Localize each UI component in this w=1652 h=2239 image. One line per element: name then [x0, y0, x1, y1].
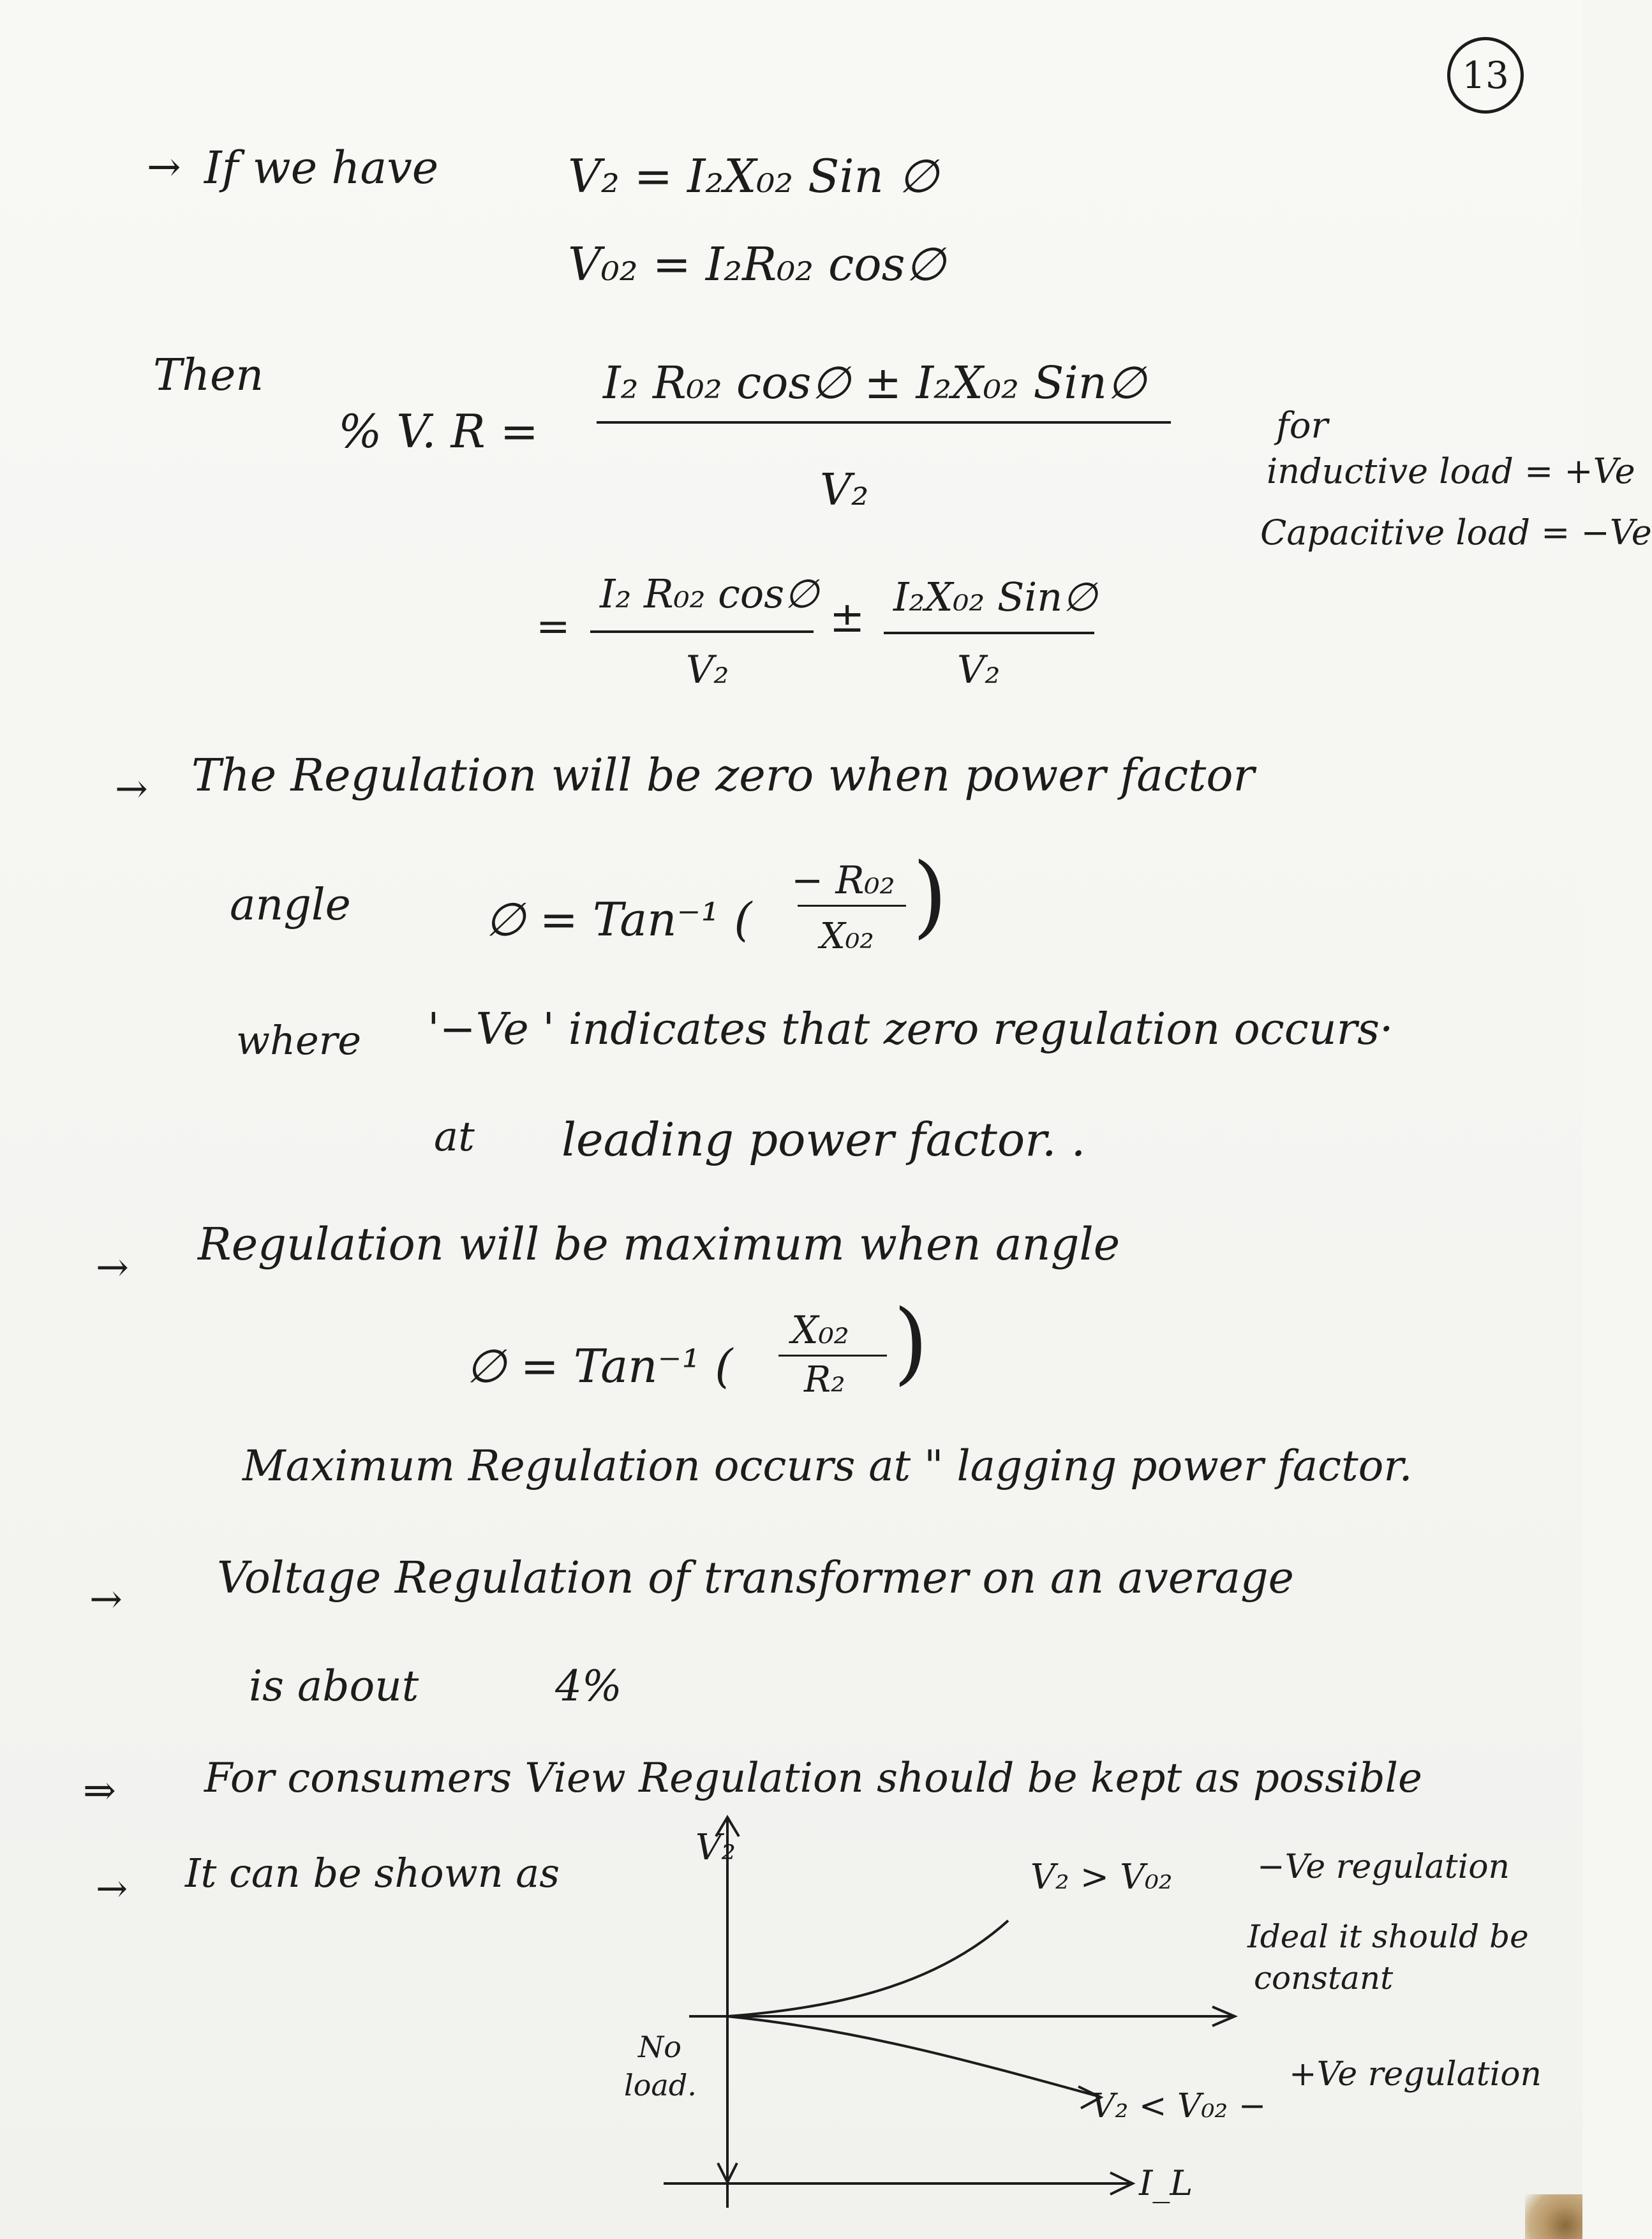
lower-curve-label: V₂ < V₀₂ − — [1091, 2087, 1267, 2125]
arrow-marker: → — [96, 1866, 128, 1911]
arrow-marker: → — [115, 765, 148, 812]
page-number: 13 — [1447, 37, 1524, 114]
vr-lhs: % V. R = — [338, 405, 539, 458]
vr-term2-line — [884, 632, 1094, 634]
consumer-view-text: For consumers View Regulation should be kept as possible — [204, 1755, 1422, 1802]
negative-regulation-note: −Ve regulation — [1257, 1848, 1510, 1886]
vr-term1-denominator: V₂ — [686, 648, 729, 692]
upper-regulation-curve — [727, 1921, 1008, 2016]
equation-v2: V₂ = I₂X₀₂ Sin ∅ — [568, 149, 939, 203]
vr-term2-numerator: I₂X₀₂ Sin∅ — [893, 574, 1098, 620]
no-load-label-line2: load. — [624, 2068, 697, 2102]
maximum-regulation-text: Regulation will be maximum when angle — [198, 1218, 1120, 1270]
zero-angle-close-paren: ) — [912, 844, 948, 948]
max-angle-fraction-line — [778, 1355, 887, 1357]
upper-curve-label: V₂ > V₀₂ — [1031, 1857, 1173, 1897]
at-word: at — [434, 1113, 475, 1161]
max-angle-numerator: X₀₂ — [791, 1308, 849, 1353]
note-capacitive: Capacitive load = −Ve — [1260, 512, 1652, 553]
lower-regulation-curve — [727, 2016, 1098, 2096]
max-angle-equation: ∅ = Tan⁻¹ ( — [466, 1339, 733, 1393]
intro-text: If we have — [204, 142, 439, 194]
max-angle-denominator: R₂ — [804, 1359, 845, 1401]
where-word: where — [236, 1017, 362, 1064]
positive-regulation-note: +Ve regulation — [1289, 2055, 1542, 2094]
is-about-text: is about — [249, 1662, 419, 1711]
four-percent-value: 4% — [555, 1662, 622, 1711]
page-corner-mark — [1525, 2194, 1582, 2239]
vr-plus-minus: ± — [830, 593, 865, 642]
note-for: for — [1276, 405, 1328, 447]
vr-equals: = — [536, 603, 570, 650]
ideal-note-line1: Ideal it should be — [1247, 1918, 1529, 1955]
graph-x-label: I_L — [1139, 2163, 1193, 2203]
graph-y-label: V₂ — [696, 1827, 736, 1868]
arrow-marker: → — [147, 144, 181, 191]
lagging-power-factor-text: Maximum Regulation occurs at " lagging power factor. — [242, 1441, 1413, 1491]
average-regulation-text: Voltage Regulation of transformer on an average — [217, 1553, 1294, 1603]
zero-angle-fraction-line — [798, 905, 906, 907]
max-angle-close-paren: ) — [893, 1291, 928, 1395]
double-arrow-marker: ⇒ — [83, 1767, 116, 1813]
no-load-label-line1: No — [638, 2030, 681, 2064]
ideal-note-line2: constant — [1254, 1960, 1394, 1997]
shown-as-text: It can be shown as — [185, 1850, 560, 1896]
equation-v02: V₀₂ = I₂R₀₂ cos∅ — [568, 237, 946, 291]
negative-ve-explanation: '−Ve ' indicates that zero regulation occurs· — [428, 1004, 1394, 1055]
zero-angle-numerator: − R₀₂ — [791, 858, 895, 903]
angle-word: angle — [230, 880, 351, 930]
vr-denominator: V₂ — [820, 465, 869, 516]
leading-power-factor: leading power factor. . — [562, 1113, 1086, 1166]
zero-angle-equation: ∅ = Tan⁻¹ ( — [485, 893, 752, 946]
vr-term1-line — [590, 630, 814, 633]
note-inductive: inductive load = +Ve — [1267, 451, 1635, 491]
vr-term1-numerator: I₂ R₀₂ cos∅ — [600, 570, 819, 617]
vr-numerator: I₂ R₀₂ cos∅ ± I₂X₀₂ Sin∅ — [603, 357, 1146, 409]
arrow-marker: → — [96, 1244, 129, 1290]
arrow-marker: → — [89, 1575, 123, 1622]
zero-angle-denominator: X₀₂ — [820, 916, 874, 957]
vr-fraction-line — [597, 421, 1171, 424]
vr-term2-denominator: V₂ — [957, 648, 1001, 692]
then-text: Then — [153, 350, 264, 401]
zero-regulation-text: The Regulation will be zero when power factor — [191, 749, 1254, 801]
